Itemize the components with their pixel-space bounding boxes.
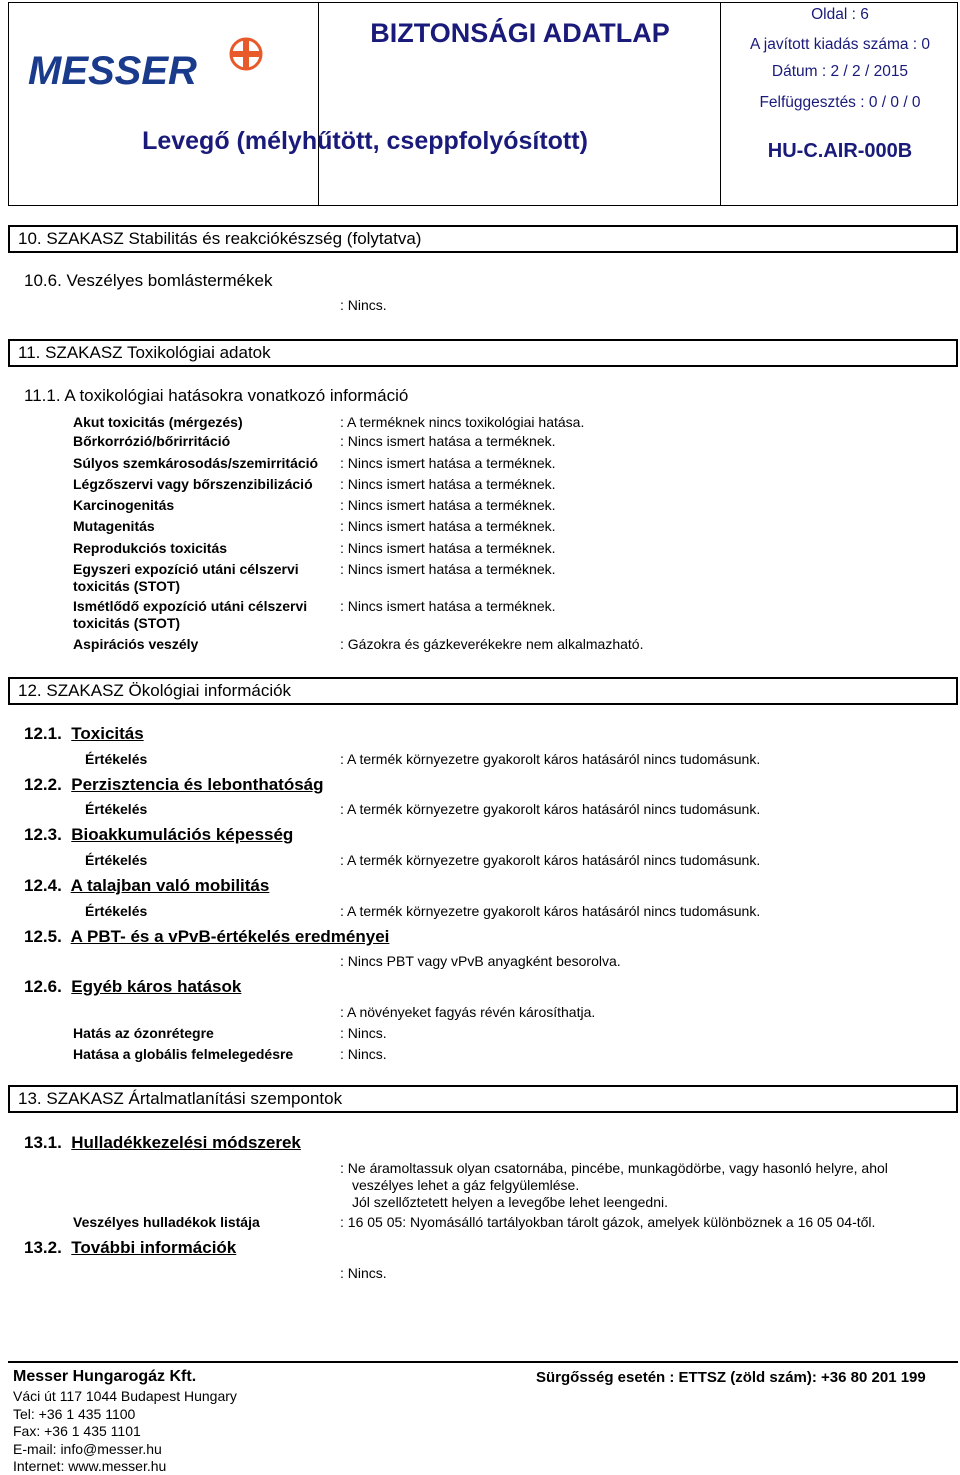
- tox-value: : Nincs ismert hatása a terméknek.: [340, 476, 556, 492]
- tox-value: : Nincs ismert hatása a terméknek.: [340, 497, 556, 513]
- tox-label: Karcinogenitás: [73, 497, 175, 513]
- suspension: Felfüggesztés : 0 / 0 / 0: [759, 94, 921, 111]
- messer-logo: [28, 36, 308, 96]
- subsection-12-1: 12.1. Toxicitás: [24, 724, 144, 743]
- header-divider: [720, 2, 721, 206]
- ozone-label: Hatás az ózonrétegre: [73, 1025, 214, 1041]
- evaluation-value: : A termék környezetre gyakorolt káros hatásáról nincs tudomásunk.: [340, 852, 761, 868]
- subsection-13-1: 13.1. Hulladékkezelési módszerek: [24, 1133, 301, 1152]
- product-name: Levegő (mélyhűtött, cseppfolyósított): [142, 127, 588, 155]
- tox-value: : Nincs ismert hatása a terméknek.: [340, 455, 556, 471]
- evaluation-value: : A termék környezetre gyakorolt káros hatásáról nincs tudomásunk.: [340, 903, 761, 919]
- section-10-bar: 10. SZAKASZ Stabilitás és reakciókészség (folytatva): [8, 225, 958, 253]
- tox-value: : Nincs ismert hatása a terméknek.: [340, 433, 556, 449]
- footer-fax: Fax: +36 1 435 1101: [13, 1423, 141, 1439]
- tox-label: Reprodukciós toxicitás: [73, 540, 228, 556]
- waste-method-line-3: Jól szellőztetett helyen a levegőbe lehet leengedni.: [352, 1194, 668, 1210]
- ozone-value: : Nincs.: [340, 1025, 387, 1041]
- evaluation-value: : A termék környezetre gyakorolt káros hatásáról nincs tudomásunk.: [340, 751, 761, 767]
- revision-date: Dátum : 2 / 2 / 2015: [771, 63, 909, 80]
- subsection-12-6: 12.6. Egyéb káros hatások: [24, 977, 242, 996]
- section-11-bar: 11. SZAKASZ Toxikológiai adatok: [8, 339, 958, 367]
- evaluation-label: Értékelés: [85, 801, 148, 817]
- waste-list-value: : 16 05 05: Nyomásálló tartályokban tárolt gázok, amelyek különböznek a 16 05 04-től.: [340, 1214, 876, 1230]
- tox-label: Egyszeri expozíció utáni célszervi toxicitás (STOT): [73, 561, 299, 594]
- subsection-12-4: 12.4. A talajban való mobilitás: [24, 876, 270, 895]
- footer-tel: Tel: +36 1 435 1100: [13, 1406, 136, 1422]
- footer-company: Messer Hungarogáz Kft.: [13, 1368, 197, 1385]
- section-13-bar: 13. SZAKASZ Ártalmatlanítási szempontok: [8, 1085, 958, 1113]
- document-title: BIZTONSÁGI ADATLAP: [370, 18, 670, 48]
- further-info-value: : Nincs.: [340, 1265, 387, 1281]
- warming-value: : Nincs.: [340, 1046, 387, 1062]
- other-effects-value: : A növényeket fagyás révén károsíthatja.: [340, 1004, 596, 1020]
- product-code: HU-C.AIR-000B: [767, 140, 913, 162]
- revision-number: A javított kiadás száma : 0: [749, 36, 931, 53]
- waste-method-line-1: : Ne áramoltassuk olyan csatornába, pincébe, munkagödörbe, vagy hasonló helyre, ahol: [340, 1160, 888, 1176]
- waste-method-line-2: veszélyes lehet a gáz felgyülemlése.: [352, 1177, 580, 1193]
- subsection-10-6-value: : Nincs.: [340, 297, 387, 313]
- footer-internet[interactable]: Internet: www.messer.hu: [13, 1458, 167, 1474]
- tox-label: Bőrkorrózió/bőrirritáció: [73, 433, 231, 449]
- page-number: Oldal : 6: [811, 6, 869, 23]
- evaluation-label: Értékelés: [85, 852, 148, 868]
- tox-value: : Gázokra és gázkeverékekre nem alkalmazható.: [340, 636, 644, 652]
- warming-label: Hatása a globális felmelegedésre: [73, 1046, 294, 1062]
- tox-label: Aspirációs veszély: [73, 636, 199, 652]
- subsection-12-2: 12.2. Perzisztencia és lebonthatóság: [24, 775, 324, 794]
- tox-value: : Nincs ismert hatása a terméknek.: [340, 518, 556, 534]
- tox-label: Akut toxicitás (mérgezés): [73, 414, 243, 430]
- footer-emergency: Sürgősség esetén : ETTSZ (zöld szám): +36 80 201 199: [536, 1369, 926, 1386]
- tox-value: : A terméknek nincs toxikológiai hatása.: [340, 414, 585, 430]
- evaluation-value: : A termék környezetre gyakorolt káros hatásáról nincs tudomásunk.: [340, 801, 761, 817]
- tox-value: : Nincs ismert hatása a terméknek.: [340, 561, 556, 577]
- tox-value: : Nincs ismert hatása a terméknek.: [340, 540, 556, 556]
- tox-label: Légzőszervi vagy bőrszenzibilizáció: [73, 476, 313, 492]
- tox-label: Súlyos szemkárosodás/szemirritáció: [73, 455, 319, 471]
- subsection-10-6: 10.6. Veszélyes bomlástermékek: [24, 271, 273, 290]
- tox-value: : Nincs ismert hatása a terméknek.: [340, 598, 556, 614]
- header-divider: [318, 2, 319, 206]
- evaluation-label: Értékelés: [85, 903, 148, 919]
- subsection-11-1: 11.1. A toxikológiai hatásokra vonatkozó információ: [24, 386, 409, 405]
- waste-list-label: Veszélyes hulladékok listája: [73, 1214, 260, 1230]
- pbt-value: : Nincs PBT vagy vPvB anyagként besorolva.: [340, 953, 621, 969]
- footer-rule: [8, 1361, 958, 1363]
- subsection-12-3: 12.3. Bioakkumulációs képesség: [24, 825, 294, 844]
- tox-label: Ismétlődő expozíció utáni célszervi toxicitás (STOT): [73, 598, 308, 631]
- tox-label: Mutagenitás: [73, 518, 155, 534]
- evaluation-label: Értékelés: [85, 751, 148, 767]
- logo-text: MESSER: [28, 49, 197, 93]
- section-12-bar: 12. SZAKASZ Ökológiai információk: [8, 677, 958, 705]
- subsection-12-5: 12.5. A PBT- és a vPvB-értékelés eredményei: [24, 927, 390, 946]
- footer-email[interactable]: E-mail: info@messer.hu: [13, 1441, 162, 1457]
- subsection-13-2: 13.2. További információk: [24, 1238, 237, 1257]
- footer-address: Váci út 117 1044 Budapest Hungary: [13, 1388, 237, 1404]
